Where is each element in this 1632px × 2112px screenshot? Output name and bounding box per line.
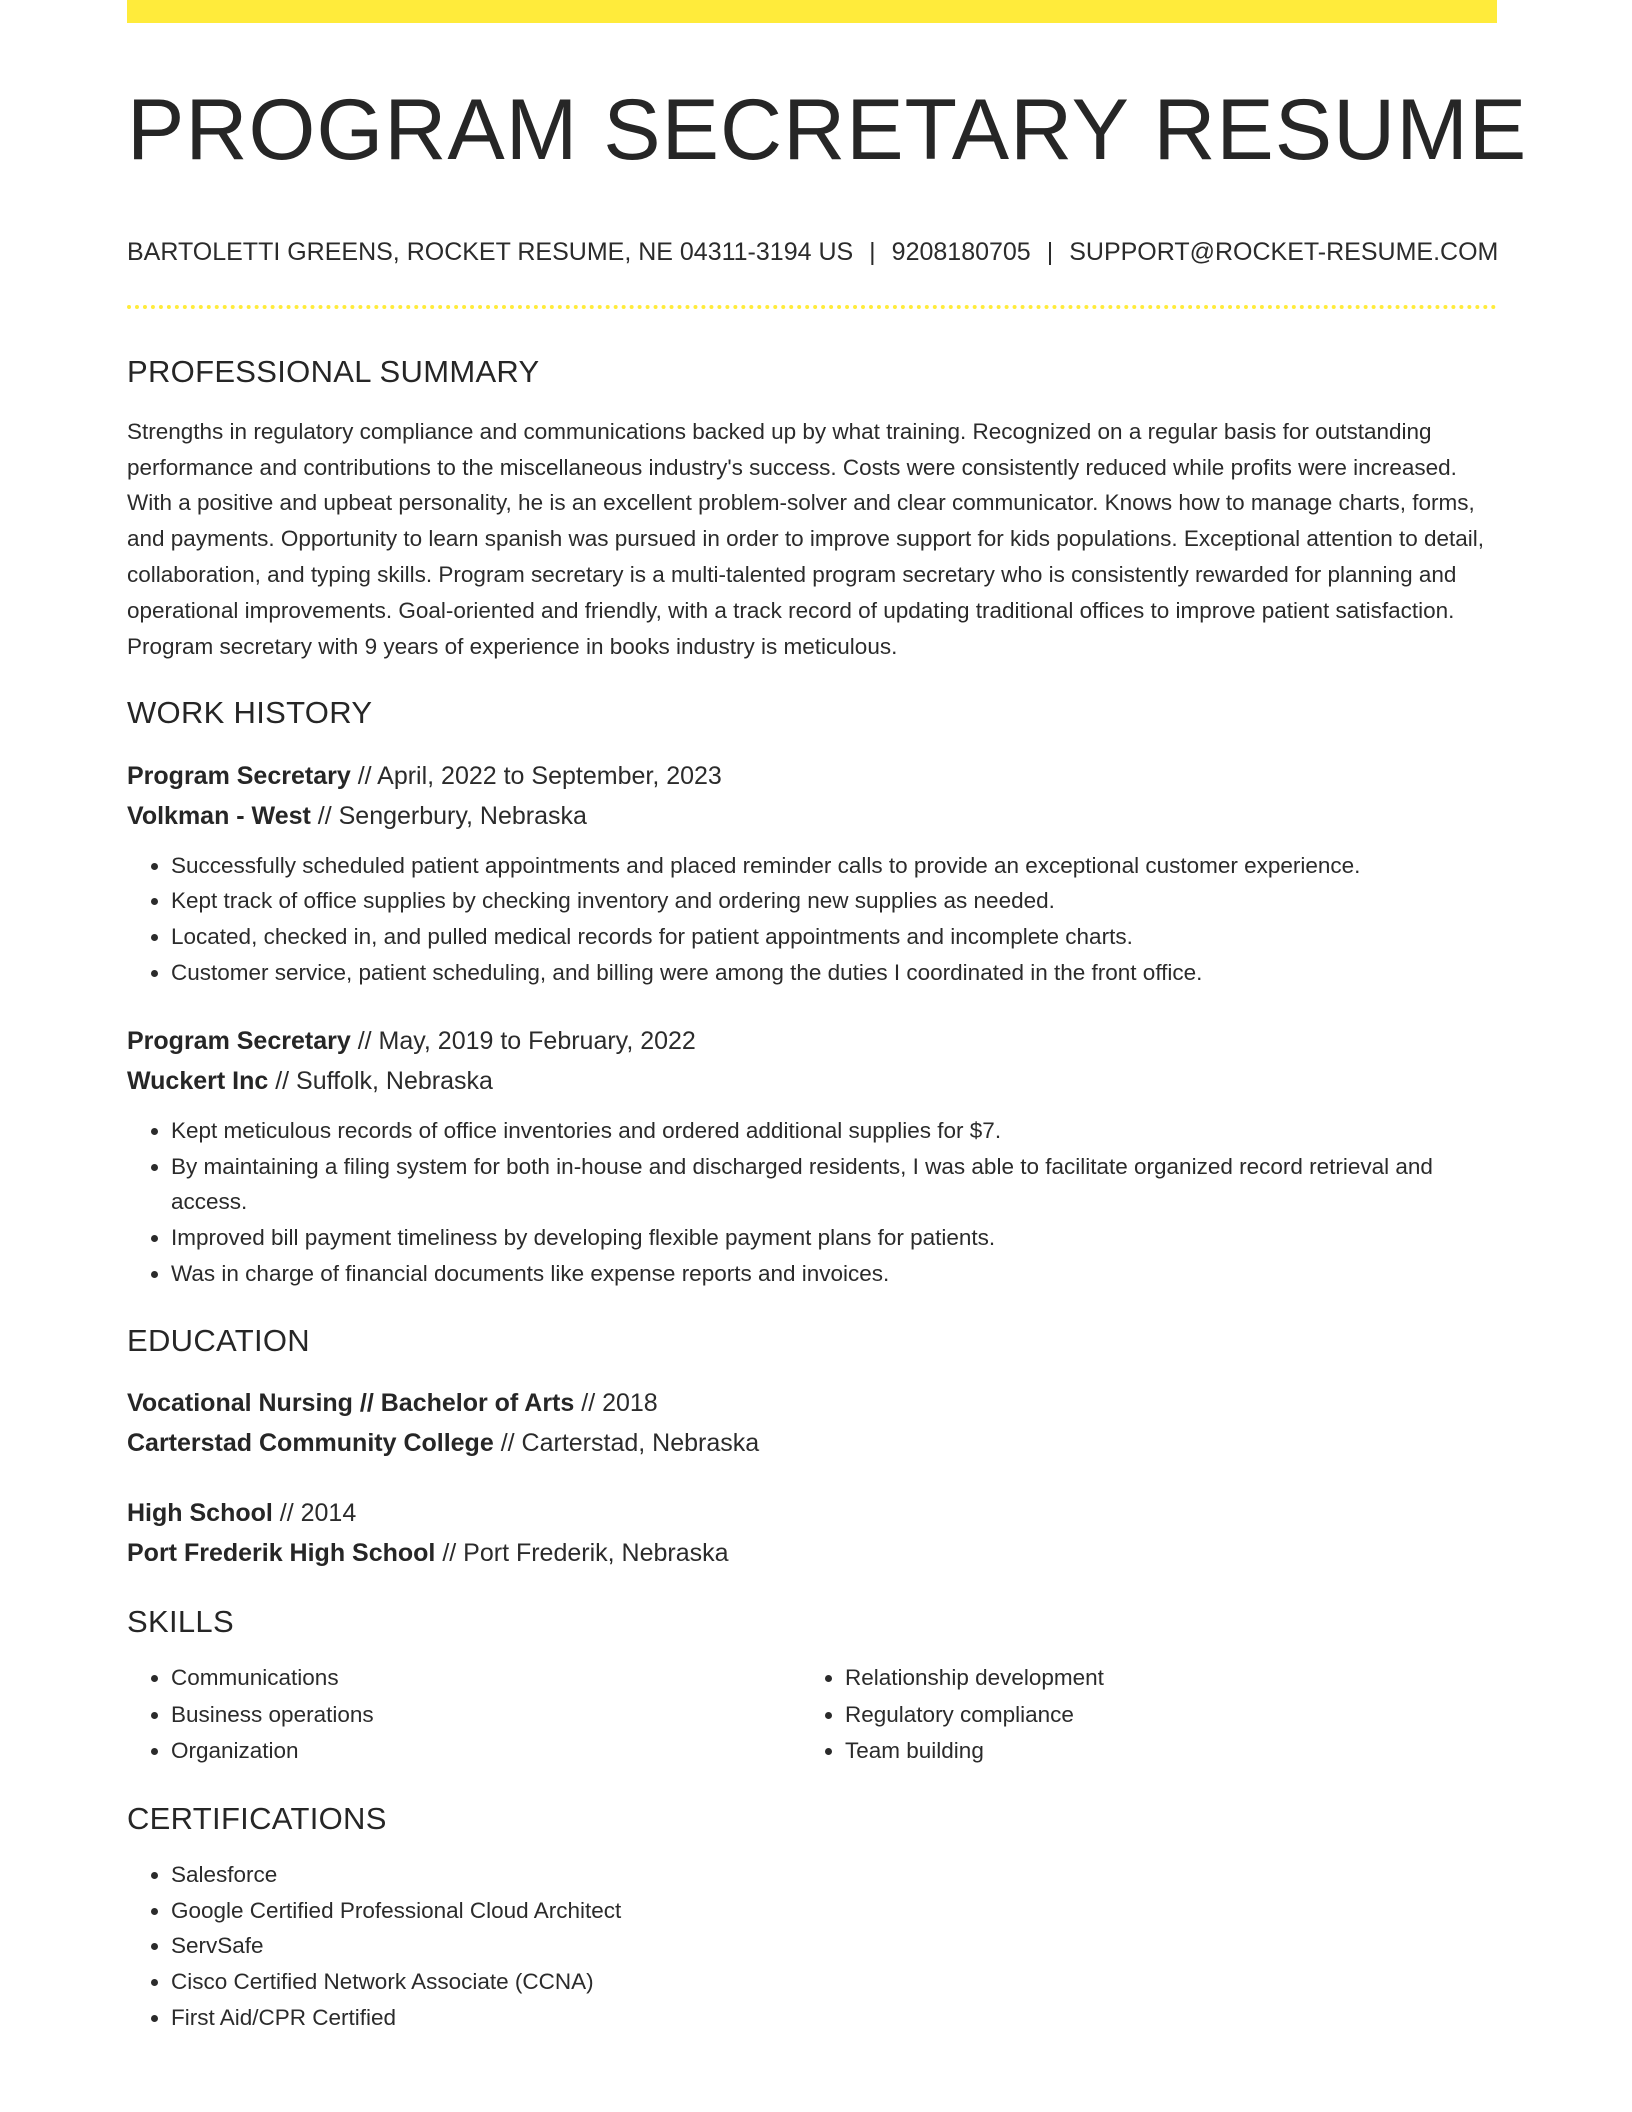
- education-entry: [127, 1383, 1497, 1463]
- job-location: // Suffolk, Nebraska: [275, 1066, 493, 1095]
- education-entry: [127, 1493, 1497, 1573]
- contact-address: BARTOLETTI GREENS, ROCKET RESUME, NE 04311-3194 US: [127, 237, 854, 266]
- skill-item: • Organization: [171, 1733, 801, 1770]
- job-location: // Sengerbury, Nebraska: [317, 801, 587, 830]
- job-company: Wuckert Inc: [127, 1066, 269, 1095]
- job-dates: // May, 2019 to February, 2022: [357, 1026, 696, 1055]
- section-title-summary: PROFESSIONAL SUMMARY: [127, 353, 540, 389]
- skills-column-right: [801, 1660, 1485, 1770]
- education-school-line: [127, 1423, 1497, 1463]
- education-location: // Carterstad, Nebraska: [500, 1428, 760, 1457]
- section-title-certifications: CERTIFICATIONS: [127, 1800, 387, 1836]
- job-entry: [127, 1021, 1497, 1292]
- education-school: Carterstad Community College: [127, 1428, 494, 1457]
- skill-item: • Team building: [845, 1733, 1485, 1770]
- education-school: Port Frederik High School: [127, 1538, 436, 1567]
- contact-separator: |: [869, 237, 876, 266]
- job-bullet: • By maintaining a filing system for both in-house and discharged residents, I was able to facilitate organized record retrieval and access.: [171, 1149, 1497, 1221]
- job-role-line: [127, 1021, 1497, 1061]
- education-degree: Vocational Nursing // Bachelor of Arts: [127, 1388, 575, 1417]
- job-bullet: • Kept track of office supplies by checking inventory and ordering new supplies as needed.: [171, 883, 1497, 919]
- job-bullet: • Successfully scheduled patient appointments and placed reminder calls to provide an exceptional customer experience.: [171, 848, 1497, 884]
- job-bullet: • Kept meticulous records of office inventories and ordered additional supplies for $7.: [171, 1113, 1497, 1149]
- section-title-work-history: WORK HISTORY: [127, 695, 373, 731]
- contact-line: [127, 238, 1497, 267]
- skill-item: • Communications: [171, 1660, 801, 1697]
- education-degree-line: [127, 1383, 1497, 1423]
- job-bullets: [127, 1113, 1497, 1292]
- certification-item: • First Aid/CPR Certified: [171, 2000, 1497, 2036]
- dotted-divider: [127, 305, 1497, 309]
- accent-top-bar: [127, 0, 1497, 23]
- job-dates: // April, 2022 to September, 2023: [357, 761, 722, 790]
- education-year: // 2014: [279, 1498, 357, 1527]
- job-bullet: • Improved bill payment timeliness by developing flexible payment plans for patients.: [171, 1220, 1497, 1256]
- job-company-line: [127, 1061, 1497, 1101]
- resume-title: PROGRAM SECRETARY RESUME: [127, 82, 1528, 178]
- job-role-line: [127, 756, 1497, 796]
- skill-item: • Relationship development: [845, 1660, 1485, 1697]
- certification-item: • Cisco Certified Network Associate (CCNA): [171, 1964, 1497, 2000]
- education-year: // 2018: [581, 1388, 658, 1417]
- skills-grid: [127, 1660, 1497, 1770]
- contact-email: SUPPORT@ROCKET-RESUME.COM: [1069, 237, 1499, 266]
- skills-column-left: [127, 1660, 801, 1770]
- skill-item: • Regulatory compliance: [845, 1697, 1485, 1734]
- job-company: Volkman - West: [127, 801, 311, 830]
- job-bullet: • Located, checked in, and pulled medical records for patient appointments and incomplete charts.: [171, 919, 1497, 955]
- job-entry: [127, 756, 1497, 991]
- job-role: Program Secretary: [127, 1026, 351, 1055]
- job-bullet: • Customer service, patient scheduling, and billing were among the duties I coordinated in the front office.: [171, 955, 1497, 991]
- education-location: // Port Frederik, Nebraska: [442, 1538, 729, 1567]
- summary-text: Strengths in regulatory compliance and communications backed up by what training. Recognized on a regular basis for outstanding performance and contributions to the miscellaneous industry's success. Costs were consistently reduced while profits were increased. With a positive and upbeat personality, he is an excellent problem-solver and clear communicator. Knows how to manage charts, forms, and payments. Opportunity to learn spanish was pursued in order to improve support for kids populations. Exceptional attention to detail, collaboration, and typing skills. Program secretary is a multi-talented program secretary who is consistently rewarded for planning and operational improvements. Goal-oriented and friendly, with a track record of updating traditional offices to improve patient satisfaction. Program secretary with 9 years of experience in books industry is meticulous.: [127, 418, 1485, 659]
- resume-page: [127, 0, 1528, 2036]
- job-company-line: [127, 796, 1497, 836]
- skill-item: • Business operations: [171, 1697, 801, 1734]
- job-role: Program Secretary: [127, 761, 351, 790]
- job-bullets: [127, 848, 1497, 991]
- contact-phone: 9208180705: [891, 237, 1031, 266]
- section-title-education: EDUCATION: [127, 1322, 310, 1358]
- education-degree: High School: [127, 1498, 273, 1527]
- certification-item: • Google Certified Professional Cloud Architect: [171, 1893, 1497, 1929]
- certification-item: • Salesforce: [171, 1857, 1497, 1893]
- job-bullet: • Was in charge of financial documents like expense reports and invoices.: [171, 1256, 1497, 1292]
- section-title-skills: SKILLS: [127, 1603, 234, 1639]
- education-school-line: [127, 1533, 1497, 1573]
- certification-item: • ServSafe: [171, 1928, 1497, 1964]
- contact-separator: |: [1046, 237, 1054, 266]
- education-degree-line: [127, 1493, 1497, 1533]
- certification-list: [127, 1857, 1497, 2036]
